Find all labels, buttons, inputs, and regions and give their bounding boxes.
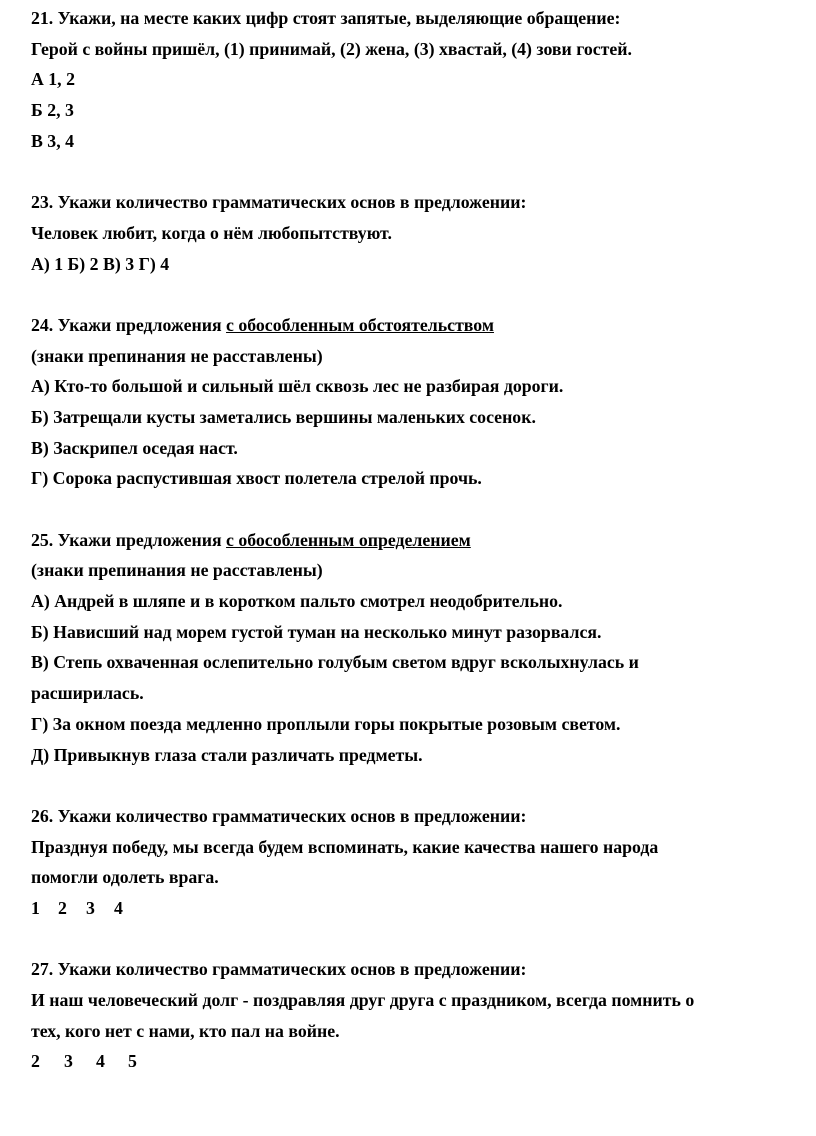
q26-option-3: 3 bbox=[86, 897, 95, 918]
q21-title: 21. Укажи, на месте каких цифр стоят запятые, выделяющие обращение: bbox=[31, 8, 621, 28]
q27-option-5: 5 bbox=[128, 1051, 137, 1072]
q27-option-3: 3 bbox=[64, 1051, 73, 1072]
q21-option-c: В 3, 4 bbox=[31, 130, 74, 151]
q24-option-d: Г) Сорока распустившая хвост полетела стрелой прочь. bbox=[31, 468, 482, 489]
q26-title: 26. Укажи количество грамматических основ в предложении: bbox=[31, 805, 527, 826]
q24-note: (знаки препинания не расставлены) bbox=[31, 345, 323, 366]
q23-title: 23. Укажи количество грамматических основ в предложении: bbox=[31, 192, 527, 213]
q21-option-a: А 1, 2 bbox=[31, 69, 75, 90]
q25-option-a: А) Андрей в шляпе и в коротком пальто смотрел неодобрительно. bbox=[31, 591, 563, 612]
q21-sentence: Герой с войны пришёл, (1) принимай, (2) жена, (3) хвастай, (4) зови гостей. bbox=[31, 38, 632, 59]
q25-option-e: Д) Привыкнув глаза стали различать предметы. bbox=[31, 744, 423, 765]
q26-sentence-line-1: Празднуя победу, мы всегда будем вспоминать, какие качества нашего народа bbox=[31, 836, 659, 857]
q27-sentence-line-2: тех, кого нет с нами, кто пал на войне. bbox=[31, 1020, 340, 1041]
q26-options bbox=[31, 893, 811, 924]
q24-title-prefix: 24. Укажи предложения bbox=[31, 314, 227, 335]
q25-title-prefix: 25. Укажи предложения bbox=[31, 529, 227, 550]
q27-option-2: 2 bbox=[31, 1051, 40, 1072]
q26-sentence-line-2: помогли одолеть врага. bbox=[31, 867, 219, 888]
q26-option-1: 1 bbox=[31, 897, 40, 918]
q25-option-c-cont: расширилась. bbox=[31, 683, 144, 704]
q24-title-underlined: с обособленным обстоятельством bbox=[226, 314, 494, 335]
q25-option-b: Б) Нависший над морем густой туман на несколько минут разорвался. bbox=[31, 621, 602, 642]
q25-option-d: Г) За окном поезда медленно проплыли горы покрытые розовым светом. bbox=[31, 713, 621, 734]
q23-sentence: Человек любит, когда о нём любопытствуют. bbox=[31, 222, 392, 243]
q27-sentence-line-1: И наш человеческий долг - поздравляя друг друга с праздником, всегда помнить о bbox=[31, 990, 695, 1010]
q26-option-4: 4 bbox=[114, 897, 123, 918]
worksheet-page bbox=[31, 3, 811, 1077]
q25-option-c: В) Степь охваченная ослепительно голубым светом вдруг всколыхнулась и bbox=[31, 652, 639, 673]
q27-options bbox=[31, 1046, 811, 1077]
q27-option-4: 4 bbox=[96, 1051, 105, 1072]
q27-title: 27. Укажи количество грамматических основ в предложении: bbox=[31, 959, 527, 980]
q23-options: А) 1 Б) 2 В) 3 Г) 4 bbox=[31, 253, 170, 274]
q25-title bbox=[31, 525, 811, 556]
q24-option-b: Б) Затрещали кусты заметались вершины маленьких сосенок. bbox=[31, 406, 536, 427]
q24-title bbox=[31, 310, 811, 341]
q25-title-underlined: с обособленным определением bbox=[226, 529, 471, 550]
q21-option-b: Б 2, 3 bbox=[31, 100, 74, 121]
q26-option-2: 2 bbox=[58, 897, 67, 918]
q24-option-a: А) Кто-то большой и сильный шёл сквозь лес не разбирая дороги. bbox=[31, 376, 564, 397]
q25-note: (знаки препинания не расставлены) bbox=[31, 560, 323, 581]
q24-option-c: В) Заскрипел оседая наст. bbox=[31, 437, 238, 458]
